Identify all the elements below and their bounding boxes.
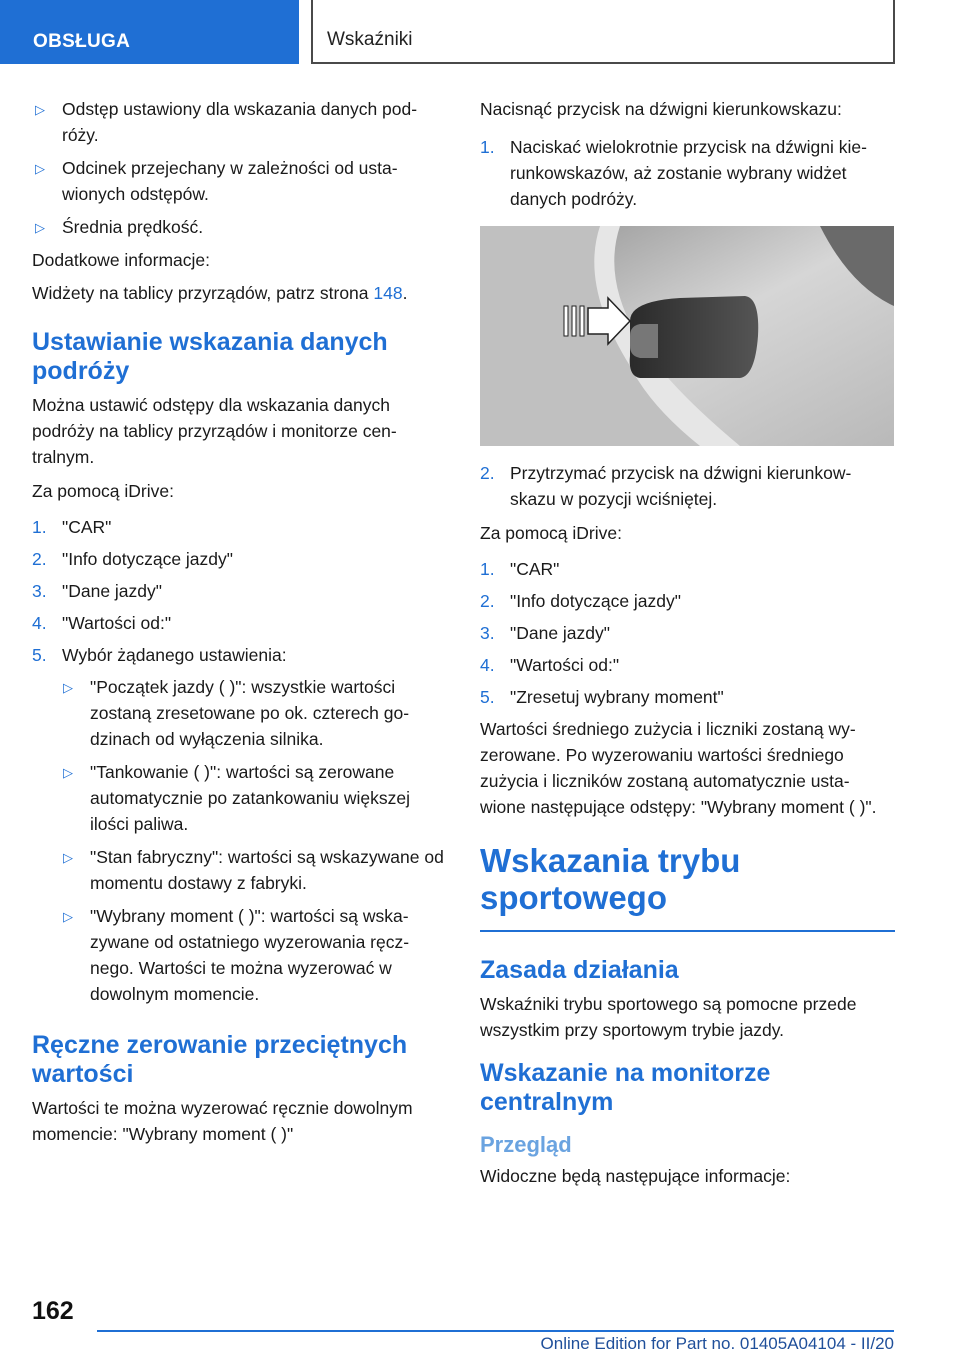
heading-overview: Przegląd xyxy=(480,1132,572,1157)
extra-label: Dodatkowe informacje: xyxy=(32,250,210,270)
chapter-title: Wskaźniki xyxy=(311,0,895,64)
list-item: 3. "Dane jazdy" xyxy=(480,623,610,643)
page-link[interactable]: 148 xyxy=(373,283,403,303)
triangle-bullet-icon: ▷ xyxy=(35,161,45,176)
list-item: 5. Wybór żądanego ustawienia: xyxy=(32,645,287,665)
heading-sport-indicators: Wskazania trybu sportowego xyxy=(480,842,895,932)
list-item: 2. Przytrzymać przycisk na dźwigni kierunkow-skazu w pozycji wciśniętej. xyxy=(480,463,852,509)
triangle-bullet-icon: ▷ xyxy=(63,765,73,780)
list-item: 1. Naciskać wielokrotnie przycisk na dźwigni kie-runkowskazów, aż zostanie wybrany widżet danych podróży. xyxy=(480,137,867,209)
extra-text: Widżety na tablicy przyrządów, patrz strona 148. xyxy=(32,283,408,303)
paragraph: Wartości średniego zużycia i liczniki zostaną wy-zerowane. Po wyzerowaniu wartości średniego zużycia i liczników zostaną automatycznie usta-wione następujące odstępy: "Wybrany moment ( )". xyxy=(480,719,877,817)
list-item: 2. "Info dotyczące jazdy" xyxy=(480,591,681,611)
paragraph: Nacisnąć przycisk na dźwigni kierunkowskazu: xyxy=(480,99,842,119)
list-item: 1. "CAR" xyxy=(480,559,560,579)
edition-text: Online Edition for Part no. 01405A04104 - II/20 xyxy=(540,1334,894,1353)
list-item: ▷ "Tankowanie ( )": wartości są zerowane automatycznie po zatankowaniu większej ilości paliwa. xyxy=(63,762,411,834)
section-tab: OBSŁUGA xyxy=(0,0,299,64)
list-item: 4. "Wartości od:" xyxy=(480,655,620,675)
page-number: 162 xyxy=(32,1297,74,1325)
list-item: ▷ "Początek jazdy ( )": wszystkie wartości zostaną zresetowane po ok. czterech go-dzinach od wyłączenia silnika. xyxy=(63,677,410,749)
list-item: ▷ Odcinek przejechany w zależności od usta-wionych odstępów. xyxy=(35,158,398,204)
list-item: 3. "Dane jazdy" xyxy=(32,581,162,601)
right-column xyxy=(480,96,895,1196)
left-column xyxy=(32,96,447,1154)
idrive-label: Za pomocą iDrive: xyxy=(480,523,622,543)
list-item: 4. "Wartości od:" xyxy=(32,613,172,633)
paragraph: Wskaźniki trybu sportowego są pomocne przede wszystkim przy sportowym trybie jazdy. xyxy=(480,994,857,1040)
triangle-bullet-icon: ▷ xyxy=(63,680,73,695)
paragraph: Można ustawić odstępy dla wskazania danych podróży na tablicy przyrządów i monitorze cen-tralnym. xyxy=(32,395,397,467)
paragraph: Widoczne będą następujące informacje: xyxy=(480,1166,791,1186)
list-item: ▷ Średnia prędkość. xyxy=(32,214,447,240)
triangle-bullet-icon: ▷ xyxy=(63,909,73,924)
lever-illustration xyxy=(480,226,894,446)
list-item: 1. "CAR" xyxy=(32,517,112,537)
heading-central-monitor: Wskazanie na monitorze centralnym xyxy=(480,1059,771,1116)
list-item: ▷ Odstęp ustawiony dla wskazania danych pod-róży. xyxy=(35,99,418,145)
idrive-label: Za pomocą iDrive: xyxy=(32,481,174,501)
heading-manual-reset: Ręczne zerowanie przeciętnych wartości xyxy=(32,1031,408,1088)
turn-signal-lever-photo xyxy=(480,226,894,446)
list-item: 5. "Zresetuj wybrany moment" xyxy=(480,687,724,707)
paragraph: Wartości te można wyzerować ręcznie dowolnym momencie: "Wybrany moment ( )" xyxy=(32,1098,413,1144)
footer-divider xyxy=(97,1330,894,1332)
list-item: ▷ "Wybrany moment ( )": wartości są wska-zywane od ostatniego wyzerowania ręcz-nego. Wartości te można wyzerować w dowolnym momencie. xyxy=(63,906,410,1004)
triangle-bullet-icon: ▷ xyxy=(35,220,45,235)
heading-set-trip-data: Ustawianie wskazania danych podróży xyxy=(32,328,388,385)
list-item: ▷ "Stan fabryczny": wartości są wskazywane od momentu dostawy z fabryki. xyxy=(63,847,444,893)
list-item: 2. "Info dotyczące jazdy" xyxy=(32,549,233,569)
triangle-bullet-icon: ▷ xyxy=(35,102,45,117)
heading-principle: Zasada działania xyxy=(480,956,679,984)
triangle-bullet-icon: ▷ xyxy=(63,850,73,865)
